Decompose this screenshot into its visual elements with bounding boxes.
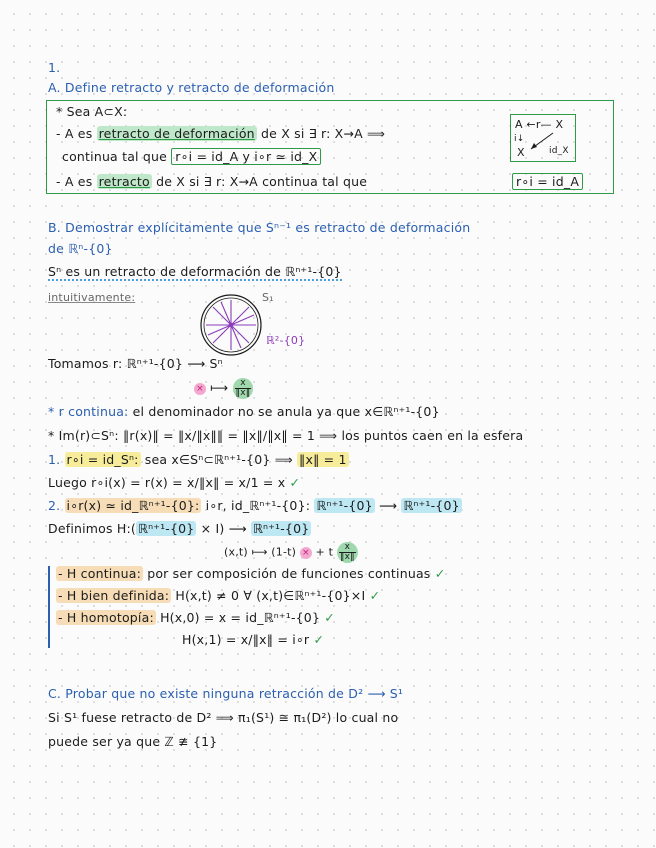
text: (x,t) ⟼ (1-t): [224, 545, 297, 559]
normalize-fraction: [235, 379, 252, 398]
r-map-line: [194, 378, 253, 399]
text: continua tal que: [62, 149, 168, 164]
label: - H bien definida:: [58, 588, 170, 603]
fraction-num: x: [235, 379, 252, 389]
normalize-fraction: [339, 543, 356, 562]
boxed-condition: r∘i = id_A y i∘r ≃ id_X: [171, 148, 321, 165]
point-1-line: [48, 452, 349, 468]
text: sea x∈Sⁿ⊂ℝⁿ⁺¹-{0} ⟹: [144, 452, 293, 467]
def-retracto-line: [56, 174, 367, 190]
label: * r continua:: [48, 404, 129, 419]
x-marker: ×: [300, 547, 312, 559]
def-retracto-deformacion-line: [56, 126, 385, 142]
highlight: ℝⁿ⁺¹-{0}: [316, 498, 373, 513]
section-b-title-1: B. Demostrar explícitamente que Sⁿ⁻¹ es retracto de deformación: [48, 220, 471, 235]
highlight-retracto: retracto: [98, 174, 150, 189]
statement: [48, 264, 342, 280]
tomamos-line: Tomamos r: ℝⁿ⁺¹-{0} ⟶ Sⁿ: [48, 356, 223, 371]
label: - H homotopía:: [58, 610, 154, 625]
check-icon: ✓: [369, 588, 381, 603]
text: - A es: [56, 126, 93, 141]
s1-label: S₁: [262, 291, 274, 304]
boxed-retracto-condition: [512, 174, 583, 190]
r-continua-line: [48, 404, 440, 420]
maps-to: ⟼: [210, 380, 229, 395]
intuitive-label: [48, 290, 135, 306]
text: - A es: [56, 174, 93, 189]
highlight-retracto-deformacion: retracto de deformación: [98, 126, 255, 141]
section-a-title: A. Define retracto y retracto de deformación: [48, 80, 335, 95]
highlight: ℝⁿ⁺¹-{0}: [252, 521, 310, 536]
text: ‖r(x)‖ = ‖x/‖x‖‖ = ‖x‖/‖x‖ = 1 ⟹ los puntos caen en la esfera: [122, 428, 524, 443]
r2-label: ℝ²-{0}: [266, 334, 306, 347]
diagram-bottom: X: [517, 146, 525, 159]
h-homotopia-line: [56, 610, 335, 626]
definimos-line: [48, 521, 311, 537]
properties-bracket: [48, 566, 50, 648]
text: Definimos H:(: [48, 521, 136, 536]
label: - H continua:: [58, 566, 141, 581]
highlight: ℝⁿ⁺¹-{0}: [403, 498, 460, 513]
diagram-diagonal: id_X: [549, 146, 569, 156]
text: i∘r, id_ℝⁿ⁺¹-{0}:: [205, 498, 311, 513]
text: Luego r∘i(x) = r(x) = x/‖x‖ = x/1 = x: [48, 475, 286, 490]
text: de X si ∃ r: X→A continua tal que: [156, 174, 368, 189]
h-continua-line: [56, 566, 445, 582]
h-bien-definida-line: [56, 588, 380, 604]
check-icon: ✓: [289, 475, 301, 490]
highlight: i∘r(x) ≃ id_ℝⁿ⁺¹-{0}:: [66, 498, 200, 513]
section-c-line-2: puede ser ya que ℤ ≇ {1}: [48, 734, 218, 749]
arrow: ⟶: [379, 498, 398, 513]
text: × I) ⟶: [200, 521, 247, 536]
luego-line: [48, 475, 300, 491]
diagram-top: A ←r— X: [515, 118, 564, 131]
number: 1.: [48, 452, 61, 467]
text: H(x,t) ≠ 0 ∀ (x,t)∈ℝⁿ⁺¹-{0}×I: [175, 588, 366, 603]
statement-text: Sⁿ es un retracto de deformación de ℝⁿ⁺¹-{0}: [48, 264, 342, 279]
check-icon: ✓: [324, 610, 335, 625]
image-sphere-line: [48, 428, 523, 444]
number: 2.: [48, 498, 61, 513]
text: + t: [315, 545, 334, 559]
problem-number: 1.: [48, 60, 61, 75]
check-icon: ✓: [313, 632, 325, 647]
fraction-num: x: [339, 543, 356, 553]
text: de X si ∃ r: X→A ⟹: [261, 126, 386, 141]
section-c-line-1: Si S¹ fuese retracto de D² ⟹ π₁(S¹) ≅ π₁(D²) lo cual no: [48, 710, 399, 725]
h-homotopia-line-2: [182, 632, 324, 648]
x-marker: ×: [194, 383, 206, 395]
text: por ser composición de funciones continuas: [147, 566, 431, 581]
sea-line: * Sea A⊂X:: [56, 104, 128, 119]
fraction-den: ‖x‖: [339, 552, 355, 562]
intuitive-text: intuitivamente:: [48, 291, 136, 304]
text: H(x,1) = x/‖x‖ = i∘r: [182, 632, 310, 647]
section-b-title-2: de ℝⁿ-{0}: [48, 241, 113, 256]
check-icon: ✓: [434, 566, 446, 581]
fraction-den: ‖x‖: [235, 388, 251, 398]
diagram-left: i↓: [514, 134, 525, 144]
label: * Im(r)⊂Sⁿ:: [48, 428, 119, 443]
boxed-text: r∘i = id_A: [512, 173, 583, 190]
def-continua-line: [62, 149, 321, 165]
text: el denominador no se anula ya que x∈ℝⁿ⁺¹-{0}: [132, 404, 440, 419]
sphere-retraction-figure: [196, 290, 266, 360]
highlight: r∘i = id_Sⁿ:: [66, 452, 139, 467]
commutative-diagram: [510, 114, 576, 162]
text: H(x,0) = x = id_ℝⁿ⁺¹-{0}: [160, 610, 321, 625]
homotopy-formula-line: [224, 542, 358, 563]
highlight: ‖x‖ = 1: [299, 452, 347, 467]
section-c-title: C. Probar que no existe ninguna retracción de D² ⟶ S¹: [48, 686, 404, 701]
point-2-line: [48, 498, 462, 514]
highlight: ℝⁿ⁺¹-{0}: [137, 521, 195, 536]
